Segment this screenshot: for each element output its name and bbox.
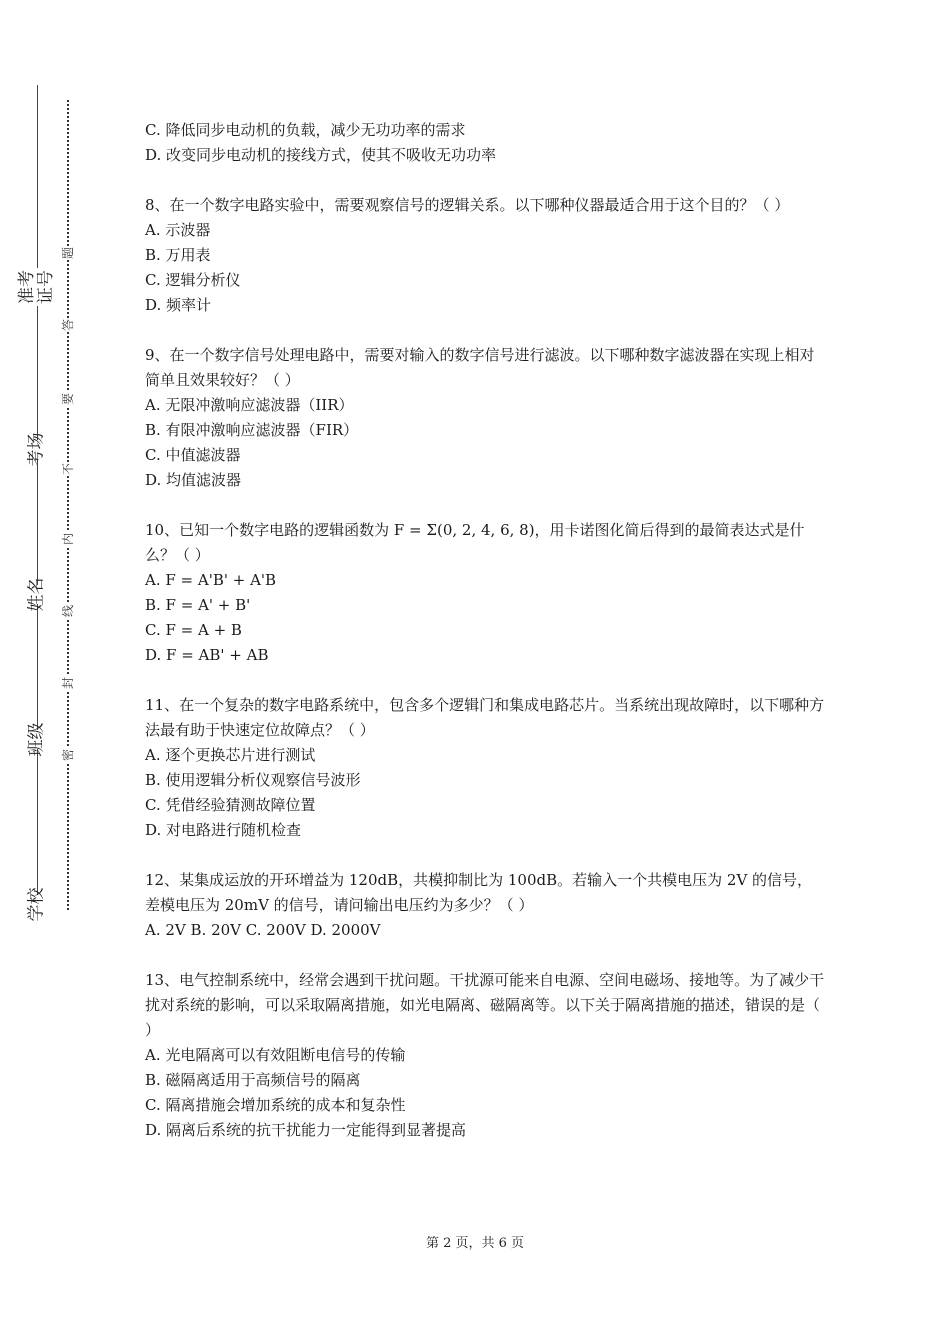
seal-char: 密 xyxy=(58,748,78,762)
seal-char: 线 xyxy=(58,604,78,618)
question-text: 11、在一个复杂的数字电路系统中，包含多个逻辑门和集成电路芯片。当系统出现故障时，以下哪种方法最有助于快速定位故障点？（ ） xyxy=(145,696,825,739)
option: D. 频率计 xyxy=(145,296,212,314)
field-label-exam-number: 准考证号 xyxy=(17,270,56,304)
option: A. 示波器 xyxy=(145,221,211,239)
binding-solid-line xyxy=(37,85,38,910)
question-11 xyxy=(145,693,825,843)
question-12 xyxy=(145,868,825,943)
binding-dotted-line xyxy=(67,100,69,910)
option: D. 均值滤波器 xyxy=(145,471,242,489)
option: B. 万用表 xyxy=(145,246,211,264)
option: B. 磁隔离适用于高频信号的隔离 xyxy=(145,1071,361,1089)
seal-char: 内 xyxy=(58,532,78,546)
option: A. 逐个更换芯片进行测试 xyxy=(145,746,316,764)
option: A. 2V B. 20V C. 200V D. 2000V xyxy=(145,921,381,939)
question-text: 12、某集成运放的开环增益为 120dB，共模抑制比为 100dB。若输入一个共模电压为 2V 的信号，差模电压为 20mV 的信号，请问输出电压约为多少？（ ） xyxy=(145,871,813,914)
question-10 xyxy=(145,518,825,668)
option: D. 隔离后系统的抗干扰能力一定能得到显著提高 xyxy=(145,1121,467,1139)
option: B. 使用逻辑分析仪观察信号波形 xyxy=(145,771,361,789)
option: D. 改变同步电动机的接线方式，使其不吸收无功功率 xyxy=(145,146,497,164)
continued-options xyxy=(145,118,825,168)
option: C. F = A + B xyxy=(145,621,242,639)
question-13 xyxy=(145,968,825,1143)
option: D. F = AB' + AB xyxy=(145,646,269,664)
option: B. F = A' + B' xyxy=(145,596,251,614)
exam-content xyxy=(145,118,825,1143)
question-text: 13、电气控制系统中，经常会遇到干扰问题。干扰源可能来自电源、空间电磁场、接地等。为了减少干扰对系统的影响，可以采取隔离措施，如光电隔离、磁隔离等。以下关于隔离措施的描述，错误的是（ ） xyxy=(145,971,825,1039)
option: A. 无限冲激响应滤波器（IIR） xyxy=(145,396,354,414)
seal-char: 题 xyxy=(58,246,78,260)
seal-char: 要 xyxy=(58,392,78,406)
page-number: 第 2 页，共 6 页 xyxy=(425,1236,525,1251)
option: A. 光电隔离可以有效阻断电信号的传输 xyxy=(145,1046,406,1064)
option: C. 凭借经验猜测故障位置 xyxy=(145,796,316,814)
question-text: 8、在一个数字电路实验中，需要观察信号的逻辑关系。以下哪种仪器最适合用于这个目的？（ ） xyxy=(145,196,790,214)
question-text: 10、已知一个数字电路的逻辑函数为 F = Σ(0, 2, 4, 6, 8)，用卡诺图化简后得到的最简表达式是什么？（ ） xyxy=(145,521,805,564)
question-9 xyxy=(145,343,825,493)
option: C. 降低同步电动机的负载，减少无功功率的需求 xyxy=(145,121,466,139)
option: C. 逻辑分析仪 xyxy=(145,271,241,289)
seal-char: 封 xyxy=(58,676,78,690)
option: B. 有限冲激响应滤波器（FIR） xyxy=(145,421,359,439)
question-8 xyxy=(145,193,825,318)
field-label-school: 学校 xyxy=(20,895,54,914)
option: C. 中值滤波器 xyxy=(145,446,241,464)
option: D. 对电路进行随机检查 xyxy=(145,821,302,839)
question-text: 9、在一个数字信号处理电路中，需要对输入的数字信号进行滤波。以下哪种数字滤波器在实现上相对简单且效果较好？（ ） xyxy=(145,346,815,389)
field-label-name: 姓名 xyxy=(20,585,54,604)
option: C. 隔离措施会增加系统的成本和复杂性 xyxy=(145,1096,406,1114)
binding-margin xyxy=(0,0,100,1344)
option: A. F = A'B' + A'B xyxy=(145,571,277,589)
field-label-exam-room: 考场 xyxy=(20,440,54,459)
seal-char: 不 xyxy=(58,462,78,476)
field-label-class: 班级 xyxy=(20,730,54,749)
seal-char: 答 xyxy=(58,318,78,332)
